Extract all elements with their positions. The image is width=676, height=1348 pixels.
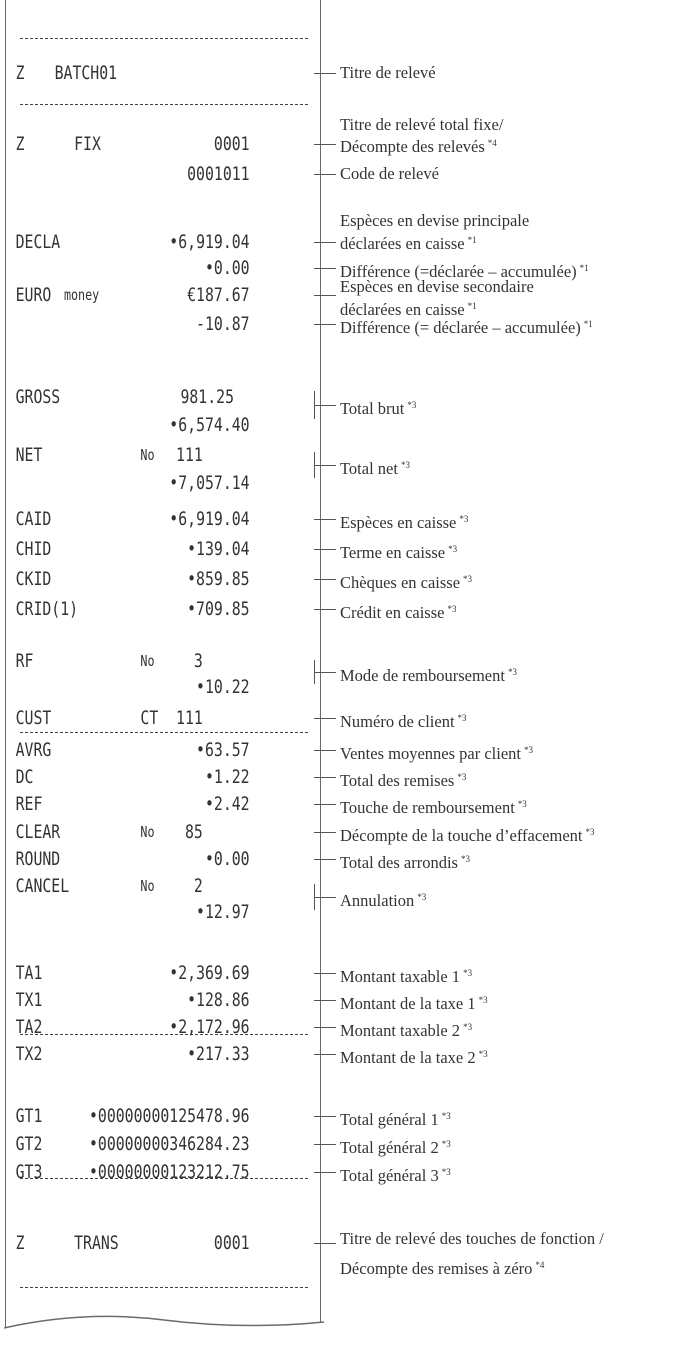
leader-line — [314, 897, 336, 898]
row-label: DC — [15, 766, 34, 788]
leader-line — [314, 859, 336, 860]
label-difference-1: Différence (=déclarée – accumulée) $^{*1}$ — [340, 262, 589, 281]
row-rf-amount — [0, 672, 250, 702]
row-label: CKID — [15, 568, 52, 590]
row-label: GT1 — [15, 1105, 43, 1127]
label-function-key-title: Titre de relevé des touches de fonction / — [340, 1229, 604, 1248]
row-value: •6,919.04 — [169, 508, 250, 530]
row-label: GT3 — [15, 1161, 43, 1183]
label-average-sales: Ventes moyennes par client $^{*3}$ — [340, 744, 533, 763]
row-label: ROUND — [15, 848, 61, 870]
label-main-currency-a: Espèces en devise principale — [340, 211, 530, 230]
label-refund-mode: Mode de remboursement $^{*3}$ — [340, 666, 517, 685]
label-charge-in-drawer: Terme en caisse $^{*3}$ — [340, 543, 458, 562]
row-text: FIX — [74, 133, 101, 155]
leader-line — [314, 973, 336, 974]
leader-line — [314, 144, 336, 145]
row-fix — [0, 129, 250, 159]
label-discount-total: Total des remises $^{*3}$ — [340, 771, 467, 790]
row-value: •2,369.69 — [169, 962, 250, 984]
leader-line — [314, 1172, 336, 1173]
label-cancellation: Annulation $^{*3}$ — [340, 891, 427, 910]
label-taxable-2: Montant taxable 2 $^{*3}$ — [340, 1021, 473, 1040]
row-label: CANCEL — [15, 875, 70, 897]
row-cust — [0, 703, 250, 733]
row-label: CHID — [15, 538, 52, 560]
leader-line — [314, 242, 336, 243]
leader-line — [314, 718, 336, 719]
row-label: RF — [15, 650, 34, 672]
label-tax-2: Montant de la taxe 2 $^{*3}$ — [340, 1048, 488, 1067]
leader-line — [314, 268, 336, 269]
row-label: CAID — [15, 508, 52, 530]
receipt-torn-edge — [4, 1300, 324, 1340]
row-net-amount — [0, 468, 250, 498]
row-euro-difference — [0, 309, 250, 339]
row-text: TRANS — [74, 1232, 119, 1254]
row-label: NET — [15, 444, 43, 466]
row-report-code — [0, 159, 250, 189]
row-tx2 — [0, 1039, 250, 1069]
row-gross-amount — [0, 410, 250, 440]
label-refund-key: Touche de remboursement $^{*3}$ — [340, 798, 527, 817]
leader-line — [314, 549, 336, 550]
row-value: 0001 — [213, 1232, 250, 1254]
row-value: •6,919.04 — [169, 231, 250, 253]
row-ckid — [0, 564, 250, 594]
label-credit-in-drawer: Crédit en caisse $^{*3}$ — [340, 603, 457, 622]
row-value: 111 — [176, 707, 203, 729]
row-value: •1.22 — [204, 766, 250, 788]
leader-line — [314, 672, 336, 673]
label-taxable-1: Montant taxable 1 $^{*3}$ — [340, 967, 473, 986]
row-value: 3 — [193, 650, 203, 672]
row-clear — [0, 817, 250, 847]
leader-line — [314, 1054, 336, 1055]
row-tx1 — [0, 985, 250, 1015]
leader-line — [314, 73, 336, 74]
row-value: 0001011 — [187, 163, 250, 185]
label-clear-key-count: Décompte de la touche d’effacement $^{*3}$ — [340, 826, 595, 845]
row-ref — [0, 789, 250, 819]
row-gross — [0, 382, 250, 412]
label-report-count: Décompte des relevés $^{*4}$ — [340, 137, 497, 156]
row-label: GROSS — [15, 386, 61, 408]
row-label: TA1 — [15, 962, 43, 984]
label-net-total: Total net $^{*3}$ — [340, 459, 410, 478]
row-label: CRID(1) — [15, 598, 79, 620]
row-ta2 — [0, 1012, 250, 1042]
row-label: CLEAR — [15, 821, 61, 843]
row-value: 85 — [184, 821, 203, 843]
row-label: TX2 — [15, 1043, 43, 1065]
leader-line — [314, 832, 336, 833]
leader-line — [314, 295, 336, 296]
leader-line — [314, 465, 336, 466]
row-value: 2 — [193, 875, 203, 897]
row-gt2 — [0, 1129, 250, 1159]
label-rounding-total: Total des arrondis $^{*3}$ — [340, 853, 470, 872]
row-label: REF — [15, 793, 43, 815]
row-ta1 — [0, 958, 250, 988]
row-value: •12.97 — [196, 901, 250, 923]
leader-line — [314, 324, 336, 325]
leader-line — [314, 1000, 336, 1001]
label-difference-2: Différence (= déclarée – accumulée) $^{*1}$ — [340, 318, 593, 337]
row-chid — [0, 534, 250, 564]
row-gt3 — [0, 1157, 250, 1187]
leader-line — [314, 1116, 336, 1117]
row-label: CUST — [15, 707, 52, 729]
label-gross-total: Total brut $^{*3}$ — [340, 399, 417, 418]
leader-line — [314, 579, 336, 580]
row-value: •139.04 — [187, 538, 250, 560]
row-no: No — [140, 823, 155, 841]
leader-line — [314, 1243, 336, 1244]
row-value: •128.86 — [187, 989, 250, 1011]
label-reset-count: Décompte des remises à zéro $^{*4}$ — [340, 1259, 545, 1278]
row-text: BATCH01 — [54, 62, 118, 84]
row-prefix: Z — [15, 133, 25, 155]
row-label: GT2 — [15, 1133, 43, 1155]
row-label: TX1 — [15, 989, 43, 1011]
label-checks-in-drawer: Chèques en caisse $^{*3}$ — [340, 573, 473, 592]
row-dc — [0, 762, 250, 792]
row-label: TA2 — [15, 1016, 43, 1038]
row-label: DECLA — [15, 231, 61, 253]
row-value: •63.57 — [196, 739, 250, 761]
row-net — [0, 440, 250, 470]
row-caid — [0, 504, 250, 534]
row-value: •00000000346284.23 — [88, 1133, 250, 1155]
row-trans — [0, 1228, 250, 1258]
row-no: No — [140, 877, 155, 895]
row-avrg — [0, 735, 250, 765]
row-value: -10.87 — [196, 313, 250, 335]
row-cancel-amount — [0, 897, 250, 927]
leader-line — [314, 519, 336, 520]
row-value: •217.33 — [187, 1043, 250, 1065]
label-report-title: Titre de relevé — [340, 63, 436, 82]
row-value: •0.00 — [204, 257, 250, 279]
leader-line — [314, 405, 336, 406]
label-fix-title: Titre de relevé total fixe/ — [340, 115, 504, 134]
row-no: No — [140, 446, 155, 464]
separator — [20, 1287, 308, 1288]
leader-line — [314, 750, 336, 751]
row-label: EURO — [15, 284, 52, 306]
label-customer-number: Numéro de client $^{*3}$ — [340, 712, 467, 731]
row-value: •709.85 — [187, 598, 250, 620]
leader-line — [314, 777, 336, 778]
row-value: •2,172.96 — [169, 1016, 250, 1038]
label-tax-1: Montant de la taxe 1 $^{*3}$ — [340, 994, 488, 1013]
leader-line — [314, 1144, 336, 1145]
row-value: •00000000125478.96 — [88, 1105, 250, 1127]
row-value: •10.22 — [196, 676, 250, 698]
label-secondary-currency-b: déclarées en caisse $^{*1}$ — [340, 300, 477, 319]
row-no: No — [140, 652, 155, 670]
row-prefix: Z — [15, 62, 25, 84]
row-decla-difference — [0, 253, 250, 283]
row-crid — [0, 594, 250, 624]
row-value: •859.85 — [187, 568, 250, 590]
row-value: 111 — [176, 444, 203, 466]
label-grand-total-2: Total général 2 $^{*3}$ — [340, 1138, 451, 1157]
row-value: •0.00 — [204, 848, 250, 870]
row-value: 981.25 — [180, 386, 234, 408]
label-grand-total-1: Total général 1 $^{*3}$ — [340, 1110, 451, 1129]
row-euro-money — [0, 280, 250, 310]
separator — [20, 104, 308, 105]
row-ct: CT — [140, 707, 159, 729]
row-value: •00000000123212.75 — [88, 1161, 250, 1183]
label-secondary-currency-a: Espèces en devise secondaire — [340, 277, 534, 296]
row-value: •7,057.14 — [169, 472, 250, 494]
label-cash-in-drawer: Espèces en caisse $^{*3}$ — [340, 513, 469, 532]
row-value: €187.67 — [187, 284, 250, 306]
row-label: AVRG — [15, 739, 52, 761]
row-report-title — [0, 58, 250, 88]
row-sublabel: money — [63, 286, 100, 304]
row-value: •2.42 — [204, 793, 250, 815]
leader-line — [314, 609, 336, 610]
row-gt1 — [0, 1101, 250, 1131]
row-value: 0001 — [213, 133, 250, 155]
row-value: •6,574.40 — [169, 414, 250, 436]
row-round — [0, 844, 250, 874]
label-grand-total-3: Total général 3 $^{*3}$ — [340, 1166, 451, 1185]
leader-line — [314, 804, 336, 805]
leader-line — [314, 1027, 336, 1028]
label-main-currency-b: déclarées en caisse $^{*1}$ — [340, 234, 477, 253]
leader-line — [314, 174, 336, 175]
label-report-code: Code de relevé — [340, 164, 439, 183]
separator — [20, 38, 308, 39]
row-prefix: Z — [15, 1232, 25, 1254]
